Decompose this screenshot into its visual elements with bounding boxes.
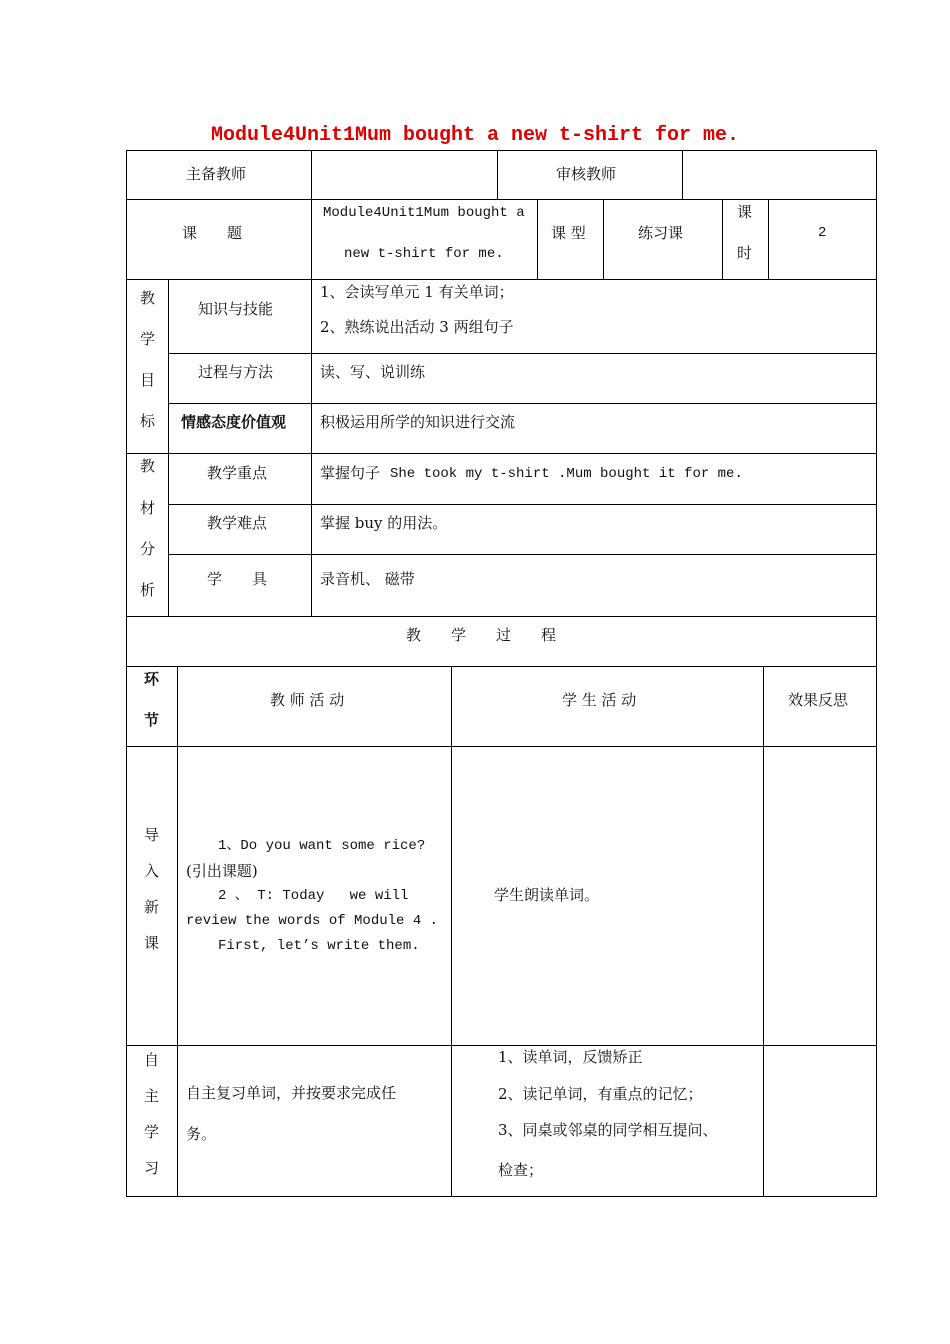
type-label: 课 型 [551,224,586,242]
student-activity-line: 1、读单词，反馈矫正 [498,1048,643,1066]
stage-char: 导 [144,826,160,844]
student-activity-line: 检查； [498,1161,544,1179]
lead-teacher-label: 主备教师 [186,165,247,183]
stage-char: 学 [144,1123,160,1141]
knowledge-label: 知识与技能 [198,300,274,318]
review-teacher-label: 审核教师 [556,165,617,183]
knowledge-line-2: 2、熟练说出活动 3 两组句子 [320,318,514,336]
teacher-activity-line: (引出课题) [186,862,258,880]
stage-char: 课 [144,934,160,952]
topic-label: 课 题 [182,224,243,242]
materials-group-char: 教 [140,457,156,475]
student-activity-line: 2、读记单词，有重点的记忆； [498,1085,703,1103]
materials-group-char: 材 [140,499,156,517]
difficulty-label: 教学难点 [207,514,268,532]
student-activity-line: 学生朗读单词。 [494,886,600,904]
student-activity-header: 学 生 活 动 [562,691,637,709]
process-header: 教 学 过 程 [406,626,557,644]
goals-group-char: 目 [140,371,156,389]
process-label: 过程与方法 [198,363,274,381]
goals-group-char: 标 [140,412,156,430]
reflection-header: 效果反思 [788,691,849,709]
key-point-label: 教学重点 [207,464,268,482]
stage-char: 习 [144,1159,160,1177]
key-point-value-cn: 掌握句子 [320,464,381,482]
materials-group-char: 分 [140,540,156,558]
tools-value: 录音机、 磁带 [320,570,415,588]
stage-char: 自 [144,1051,160,1069]
period-value: 2 [818,225,827,241]
stage-char: 新 [144,898,160,916]
topic-value-line2: new t-shirt for me. [344,246,504,262]
key-point-value-en: She took my t-shirt .Mum bought it for me. [390,466,743,482]
period-label-1: 课 [737,203,753,221]
stage-header-char: 节 [144,711,160,729]
student-activity-line: 3、同桌或邻桌的同学相互提问、 [498,1121,718,1139]
goals-group-char: 教 [140,289,156,307]
period-label-2: 时 [737,244,753,262]
goals-group-char: 学 [140,330,156,348]
process-value: 读、写、说训练 [320,363,426,381]
page-title: Module4Unit1Mum bought a new t-shirt for me. [210,124,740,147]
stage-header-char: 环 [144,670,160,688]
teacher-activity-line: 2 、 T: Today we will [218,888,409,904]
teacher-activity-line: review the words of Module 4 . [186,913,439,929]
stage-char: 入 [144,862,160,880]
tools-label: 学 具 [207,570,268,588]
difficulty-value: 掌握 buy 的用法。 [320,514,448,532]
type-value: 练习课 [638,224,684,242]
knowledge-line-1: 1、会读写单元 1 有关单词； [320,283,514,301]
teacher-activity-header: 教 师 活 动 [270,691,345,709]
teacher-activity-line: First, let’s write them. [218,938,420,954]
materials-group-char: 析 [140,581,156,599]
stage-char: 主 [144,1087,160,1105]
emotion-label: 情感态度价值观 [181,413,287,431]
emotion-value: 积极运用所学的知识进行交流 [320,413,516,431]
topic-value-line1: Module4Unit1Mum bought a [323,205,525,221]
teacher-activity-line: 务。 [186,1125,217,1143]
teacher-activity-line: 1、Do you want some rice? [218,838,426,854]
teacher-activity-line: 自主复习单词，并按要求完成任 [186,1084,397,1102]
